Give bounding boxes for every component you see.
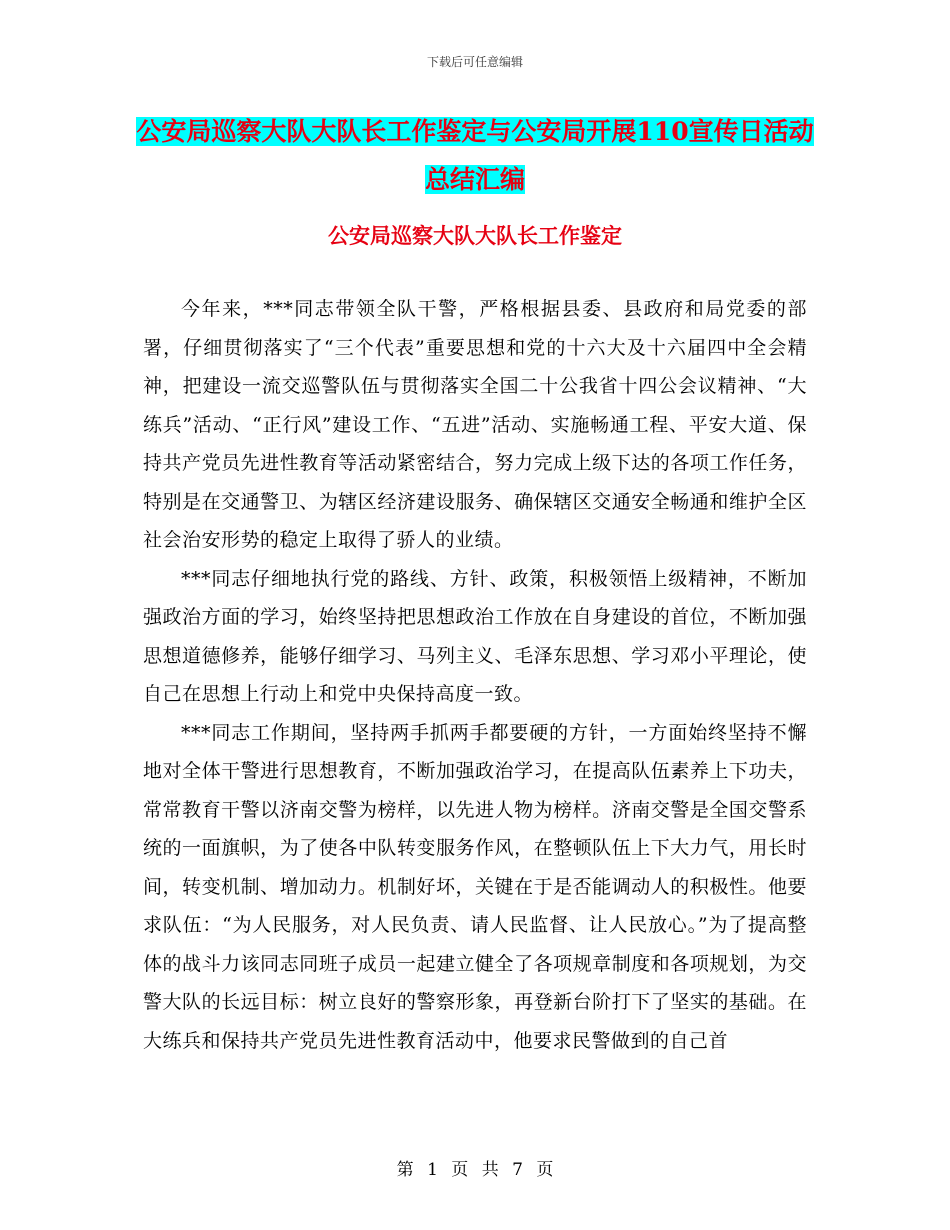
document-body [143,290,807,1060]
header-note: 下载后可任意编辑 [426,55,523,69]
paragraph-2: ***同志仔细地执行党的路线、方针、政策，积极领悟上级精神，不断加强政治方面的学习，始终坚持把思想政治工作放在自身建设的首位，不断加强思想道德修养，能够仔细学习、马列主义、毛泽东思想、学习邓小平理论，使自己在思想上行动上和党中央保持高度一致。 [143,567,807,705]
section-title: 公安局巡察大队大队长工作鉴定 [328,223,622,248]
document-title-text: 公安局巡察大队大队长工作鉴定与公安局开展110宣传日活动总结汇编 [136,117,814,194]
page-number: 第 1 页 共 7 页 [396,1160,554,1180]
paragraph-3: ***同志工作期间，坚持两手抓两手都要硬的方针，一方面始终坚持不懈地对全体干警进行思想教育，不断加强政治学习，在提高队伍素养上下功夫，常常教育干警以济南交警为榜样，以先进人物为榜样。济南交警是全国交警系统的一面旗帜，为了使各中队转变服务作风，在整顿队伍上下大力气，用长时间，转变机制、增加动力。机制好坏，关键在于是否能调动人的积极性。他要求队伍：“为人民服务，对人民负责、请人民监督、让人民放心。”为了提高整体的战斗力该同志同班子成员一起建立健全了各项规章制度和各项规划，为交警大队的长远目标：树立良好的警察形象，再登新台阶打下了坚实的基础。在大练兵和保持共产党员先进性教育活动中，他要求民警做到的自己首 [143,721,807,1052]
paragraph-1: 今年来，***同志带领全队干警，严格根据县委、县政府和局党委的部署，仔细贯彻落实了“三个代表”重要思想和党的十六大及十六届四中全会精神，把建设一流交巡警队伍与贯彻落实全国二十公我省十四公会议精神、“大练兵”活动、“正行风”建设工作、“五进”活动、实施畅通工程、平安大道、保持共产党员先进性教育等活动紧密结合，努力完成上级下达的各项工作任务，特别是在交通警卫、为辖区经济建设服务、确保辖区交通安全畅通和维护全区社会治安形势的稳定上取得了骄人的业绩。 [143,298,807,551]
document-title [130,108,820,204]
